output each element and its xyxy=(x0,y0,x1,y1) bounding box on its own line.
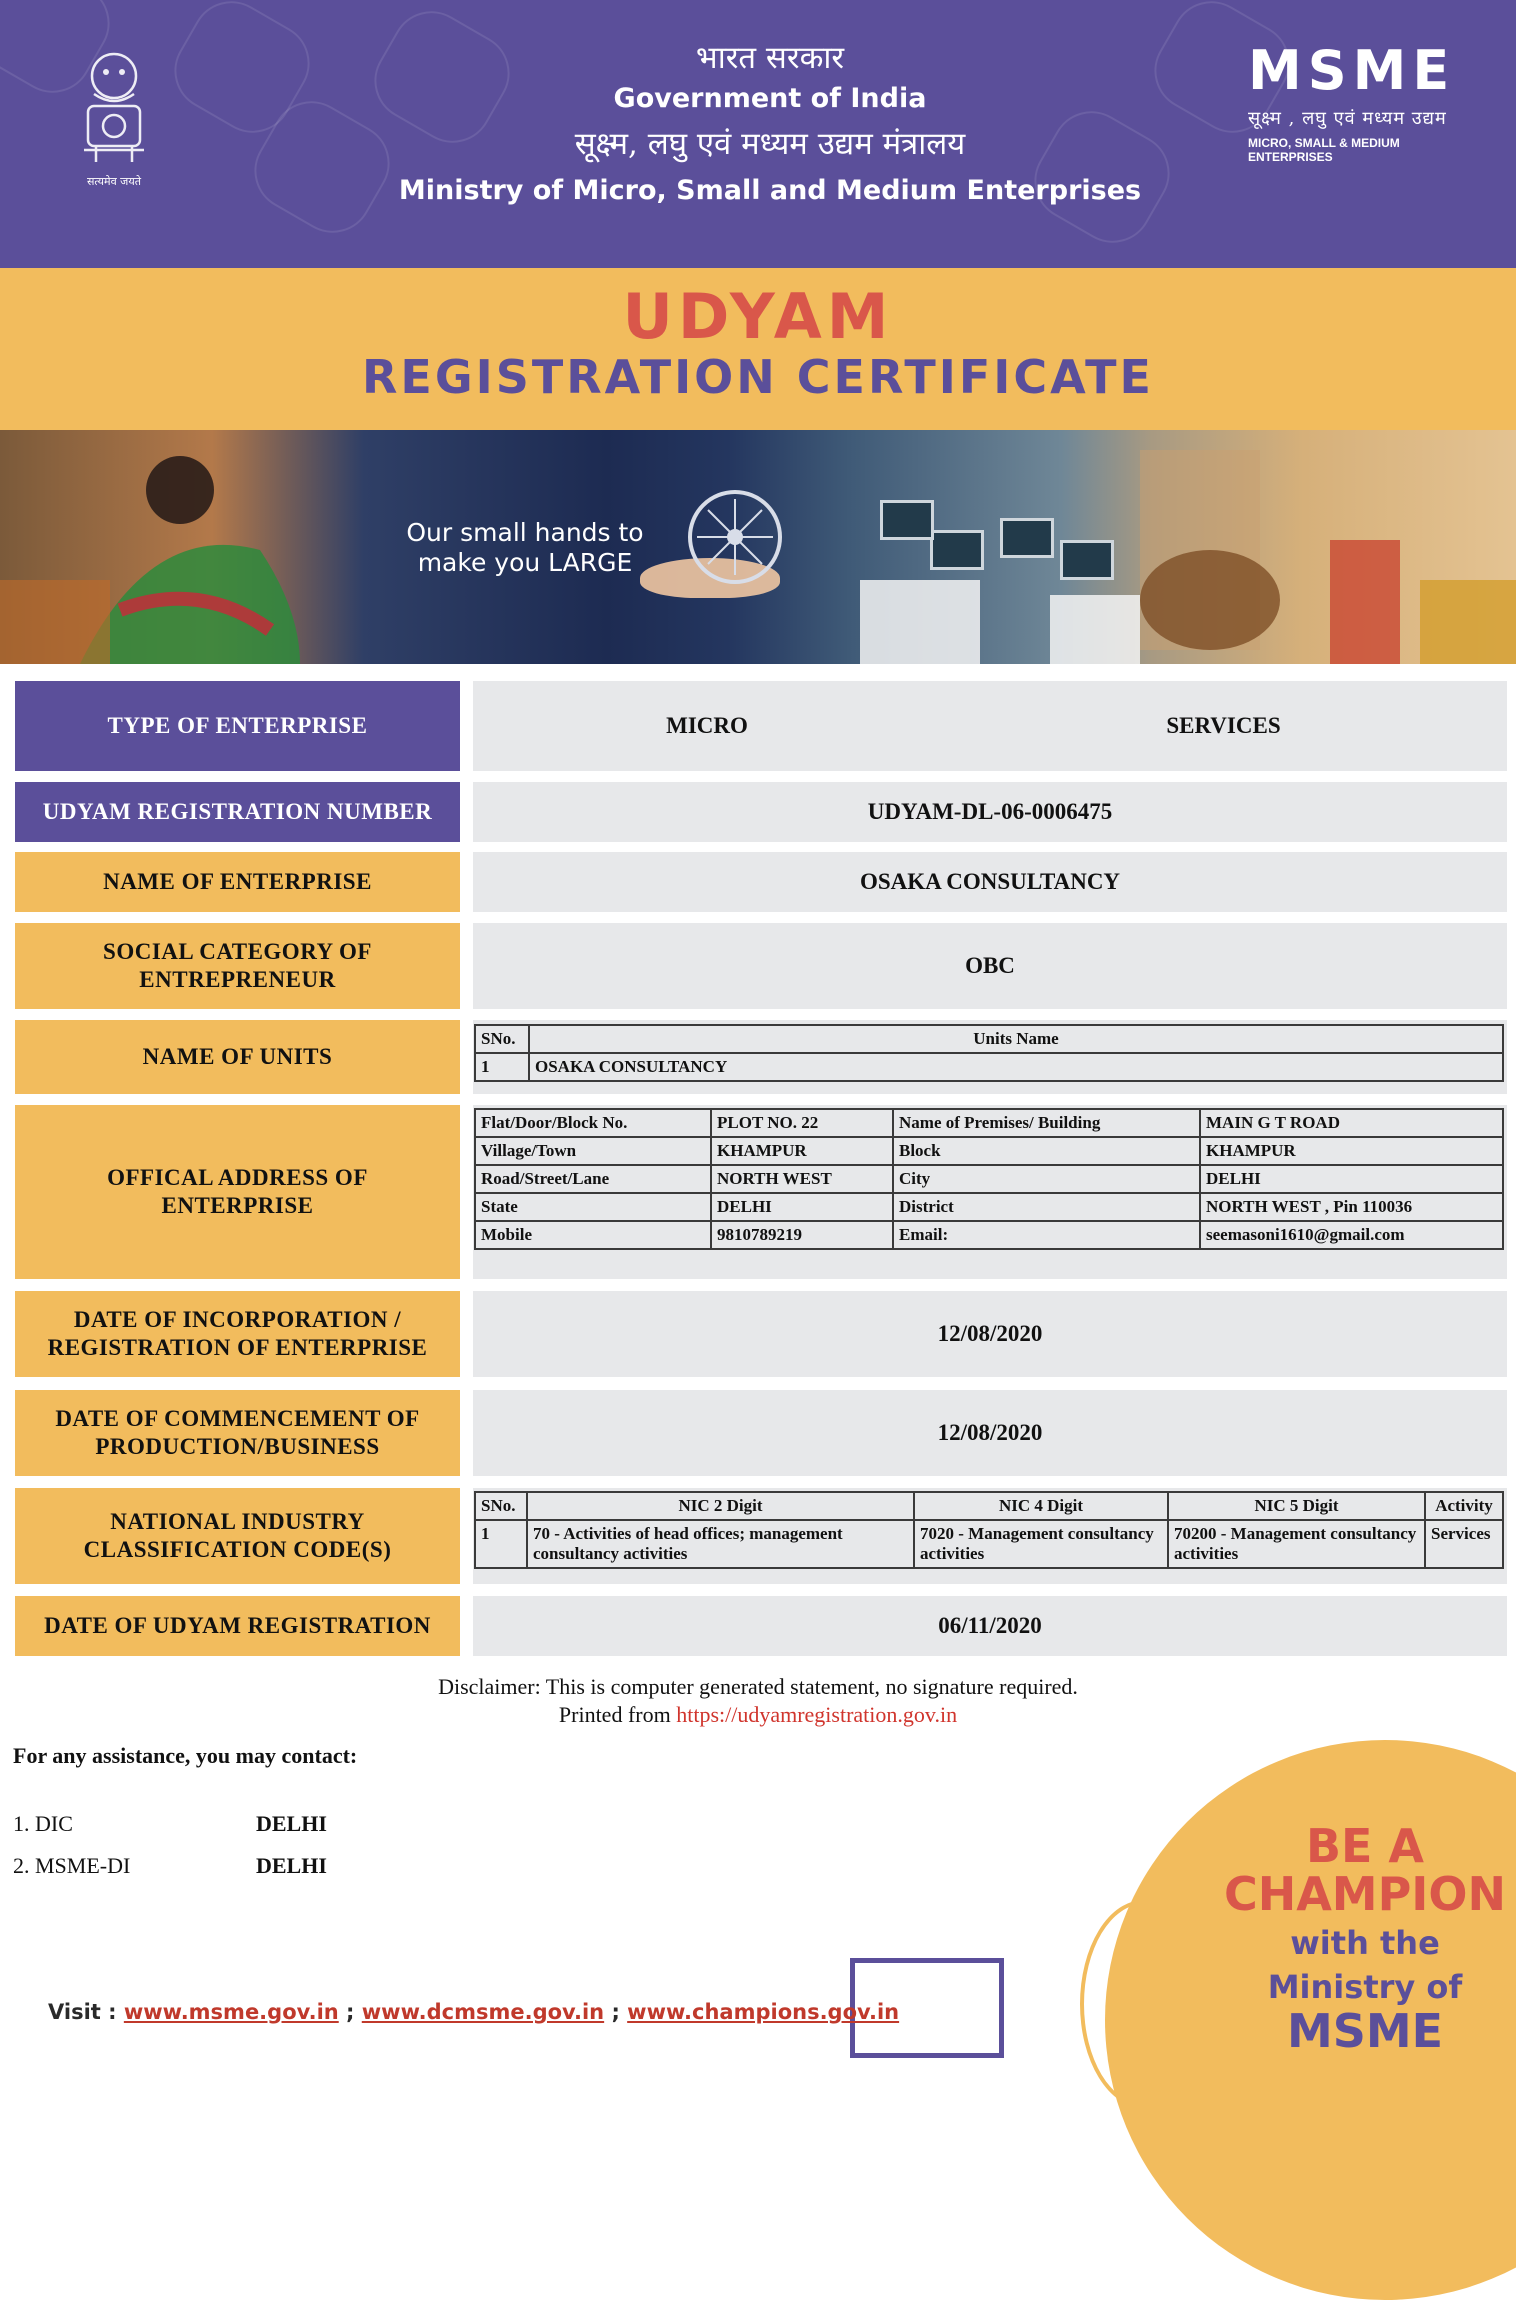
address-label-line2: ENTERPRISE xyxy=(161,1193,314,1218)
nic-code-label-line1: NATIONAL INDUSTRY xyxy=(110,1509,365,1535)
champions-website-link[interactable]: www.champions.gov.in xyxy=(627,2000,900,2024)
social-category-label-line2: ENTREPRENEUR xyxy=(139,967,336,992)
table-row xyxy=(475,1165,1503,1193)
nic-table-header xyxy=(475,1492,1503,1520)
banner-tagline-line1: Our small hands to xyxy=(406,518,644,547)
table-row xyxy=(475,1137,1503,1165)
national-emblem-icon xyxy=(66,46,162,196)
contact-msme-di xyxy=(13,1853,327,1879)
champion-line1: BE A xyxy=(1305,1819,1425,1873)
contact-dic xyxy=(13,1811,327,1837)
address-field-value: NORTH WEST xyxy=(711,1165,893,1193)
nic-cell-4digit: 7020 - Management consultancy activities xyxy=(914,1520,1168,1568)
enterprise-name-row xyxy=(15,852,1507,912)
address-field-value: KHAMPUR xyxy=(711,1137,893,1165)
enterprise-name-label: NAME OF ENTERPRISE xyxy=(15,852,460,912)
certificate-title-band xyxy=(0,268,1516,430)
address-field-label: Flat/Door/Block No. xyxy=(475,1109,711,1137)
msme-website-link[interactable]: www.msme.gov.in xyxy=(123,2000,339,2024)
units-cell-sno: 1 xyxy=(475,1053,529,1081)
address-field-label: Village/Town xyxy=(475,1137,711,1165)
incorporation-date-value: 12/08/2020 xyxy=(473,1291,1507,1377)
address-field-label: Name of Premises/ Building xyxy=(893,1109,1200,1137)
units-table xyxy=(474,1024,1504,1082)
nic-code-row xyxy=(15,1488,1507,1584)
units-header-sno: SNo. xyxy=(475,1025,529,1053)
nic-code-label-line2: CLASSIFICATION CODE(S) xyxy=(83,1537,392,1562)
commencement-date-value: 12/08/2020 xyxy=(473,1390,1507,1476)
table-row xyxy=(475,1193,1503,1221)
table-row xyxy=(475,1520,1503,1568)
enterprise-activity-value: SERVICES xyxy=(940,681,1507,771)
address-field-label: State xyxy=(475,1193,711,1221)
incorporation-date-row xyxy=(15,1291,1507,1377)
nic-cell-activity: Services xyxy=(1425,1520,1503,1568)
address-field-label: Block xyxy=(893,1137,1200,1165)
header-hindi-ministry: सूक्ष्म, लघु एवं मध्यम उद्यम मंत्रालय xyxy=(574,125,966,162)
computer-icon xyxy=(1060,540,1114,580)
champion-line5: MSME xyxy=(1286,2003,1444,2058)
social-category-row xyxy=(15,923,1507,1009)
government-header xyxy=(0,0,1516,268)
nic-header-4digit: NIC 4 Digit xyxy=(914,1492,1168,1520)
units-row xyxy=(15,1020,1507,1094)
address-field-label: Mobile xyxy=(475,1221,711,1249)
social-category-label xyxy=(15,923,460,1009)
emblem-caption: सत्यमेव जयते xyxy=(86,175,141,188)
address-field-label: City xyxy=(893,1165,1200,1193)
champion-line3: with the xyxy=(1290,1923,1440,1962)
link-separator: ; xyxy=(604,2000,628,2024)
registration-number-value: UDYAM-DL-06-0006475 xyxy=(473,782,1507,842)
social-category-value: OBC xyxy=(473,923,1507,1009)
address-field-value: KHAMPUR xyxy=(1200,1137,1503,1165)
msme-logo-word: MSME xyxy=(1248,39,1456,102)
nic-header-5digit: NIC 5 Digit xyxy=(1168,1492,1425,1520)
dcmsme-website-link[interactable]: www.dcmsme.gov.in xyxy=(361,2000,605,2024)
title-registration-certificate: REGISTRATION CERTIFICATE xyxy=(362,350,1154,405)
header-titles xyxy=(380,40,1160,207)
incorporation-date-label-line2: REGISTRATION OF ENTERPRISE xyxy=(47,1335,428,1360)
units-table-header xyxy=(475,1025,1503,1053)
units-label: NAME OF UNITS xyxy=(15,1020,460,1094)
contact-label: 1. DIC xyxy=(13,1811,73,1836)
msme-logo-english: MICRO, SMALL & MEDIUM ENTERPRISES xyxy=(1248,136,1400,164)
table-row xyxy=(475,1053,1503,1081)
nic-cell-5digit: 70200 - Management consultancy activities xyxy=(1168,1520,1425,1568)
udyam-registration-date-label: DATE OF UDYAM REGISTRATION xyxy=(15,1596,460,1656)
social-category-label-line1: SOCIAL CATEGORY OF xyxy=(103,939,372,965)
header-ministry-name: Ministry of Micro, Small and Medium Enterprises xyxy=(398,174,1142,206)
promo-banner-image xyxy=(0,430,1516,664)
nic-table xyxy=(474,1491,1504,1569)
visit-links-line xyxy=(48,2000,899,2024)
units-header-name: Units Name xyxy=(529,1025,1503,1053)
address-field-value: PLOT NO. 22 xyxy=(711,1109,893,1137)
msme-logo xyxy=(1248,39,1478,164)
address-field-label: Email: xyxy=(893,1221,1200,1249)
printed-from-line xyxy=(0,1701,1516,1729)
address-field-value: MAIN G T ROAD xyxy=(1200,1109,1503,1137)
visit-label: Visit : xyxy=(48,2000,117,2024)
commencement-date-row xyxy=(15,1390,1507,1476)
chakra-wheel-icon xyxy=(688,490,782,584)
commencement-date-label-line2: PRODUCTION/BUSINESS xyxy=(95,1434,380,1459)
banner-tagline xyxy=(390,518,660,578)
nic-code-label xyxy=(15,1488,460,1584)
msme-logo-hindi: सूक्ष्म , लघु एवं मध्यम उद्यम xyxy=(1248,108,1447,129)
nic-header-2digit: NIC 2 Digit xyxy=(527,1492,914,1520)
address-table xyxy=(474,1108,1504,1250)
header-hindi-government: भारत सरकार xyxy=(695,40,845,76)
banner-tagline-line2: make you LARGE xyxy=(417,548,633,577)
units-cell-name: OSAKA CONSULTANCY xyxy=(529,1053,1503,1081)
disclaimer xyxy=(0,1673,1516,1728)
udyam-registration-link[interactable]: https://udyamregistration.gov.in xyxy=(676,1701,958,1727)
address-field-value: seemasoni1610@gmail.com xyxy=(1200,1221,1503,1249)
computer-icon xyxy=(930,530,984,570)
computer-icon xyxy=(1000,518,1054,558)
address-field-value: DELHI xyxy=(1200,1165,1503,1193)
title-udyam: UDYAM xyxy=(622,280,894,353)
address-field-label: District xyxy=(893,1193,1200,1221)
address-row xyxy=(15,1105,1507,1279)
header-government-of-india: Government of India xyxy=(613,83,927,115)
udyam-registration-date-row xyxy=(15,1596,1507,1656)
commencement-date-label xyxy=(15,1390,460,1476)
table-row xyxy=(475,1221,1503,1249)
nic-header-sno: SNo. xyxy=(475,1492,527,1520)
contact-value: DELHI xyxy=(256,1811,327,1836)
disclaimer-text: Disclaimer: This is computer generated statement, no signature required. xyxy=(438,1674,1078,1699)
champion-line2: CHAMPION xyxy=(1223,1867,1507,1922)
type-of-enterprise-label: TYPE OF ENTERPRISE xyxy=(15,681,460,771)
type-of-enterprise-row xyxy=(15,681,1507,771)
address-field-value: 9810789219 xyxy=(711,1221,893,1249)
champion-line4: Ministry of xyxy=(1267,1967,1463,2006)
nic-cell-2digit: 70 - Activities of head offices; management consultancy activities xyxy=(527,1520,914,1568)
incorporation-date-label-line1: DATE OF INCORPORATION / xyxy=(73,1307,402,1333)
registration-number-label: UDYAM REGISTRATION NUMBER xyxy=(15,782,460,842)
address-field-value: DELHI xyxy=(711,1193,893,1221)
contact-label: 2. MSME-DI xyxy=(13,1853,131,1878)
registration-number-row xyxy=(15,782,1507,842)
address-field-label: Road/Street/Lane xyxy=(475,1165,711,1193)
printed-from-label: Printed from xyxy=(558,1701,671,1727)
nic-cell-sno: 1 xyxy=(475,1520,527,1568)
computer-icon xyxy=(880,500,934,540)
incorporation-date-label xyxy=(15,1291,460,1377)
enterprise-name-value: OSAKA CONSULTANCY xyxy=(473,852,1507,912)
address-label-line1: OFFICAL ADDRESS OF xyxy=(107,1165,368,1191)
address-field-value: NORTH WEST , Pin 110036 xyxy=(1200,1193,1503,1221)
champion-badge xyxy=(1180,1819,1516,2058)
address-label xyxy=(15,1105,460,1279)
nic-header-activity: Activity xyxy=(1425,1492,1503,1520)
commencement-date-label-line1: DATE OF COMMENCEMENT OF xyxy=(55,1406,420,1432)
assistance-heading: For any assistance, you may contact: xyxy=(13,1743,358,1768)
enterprise-size-value: MICRO xyxy=(473,681,941,771)
link-separator: ; xyxy=(338,2000,362,2024)
udyam-registration-date-value: 06/11/2020 xyxy=(473,1596,1507,1656)
contact-value: DELHI xyxy=(256,1853,327,1878)
table-row xyxy=(475,1109,1503,1137)
